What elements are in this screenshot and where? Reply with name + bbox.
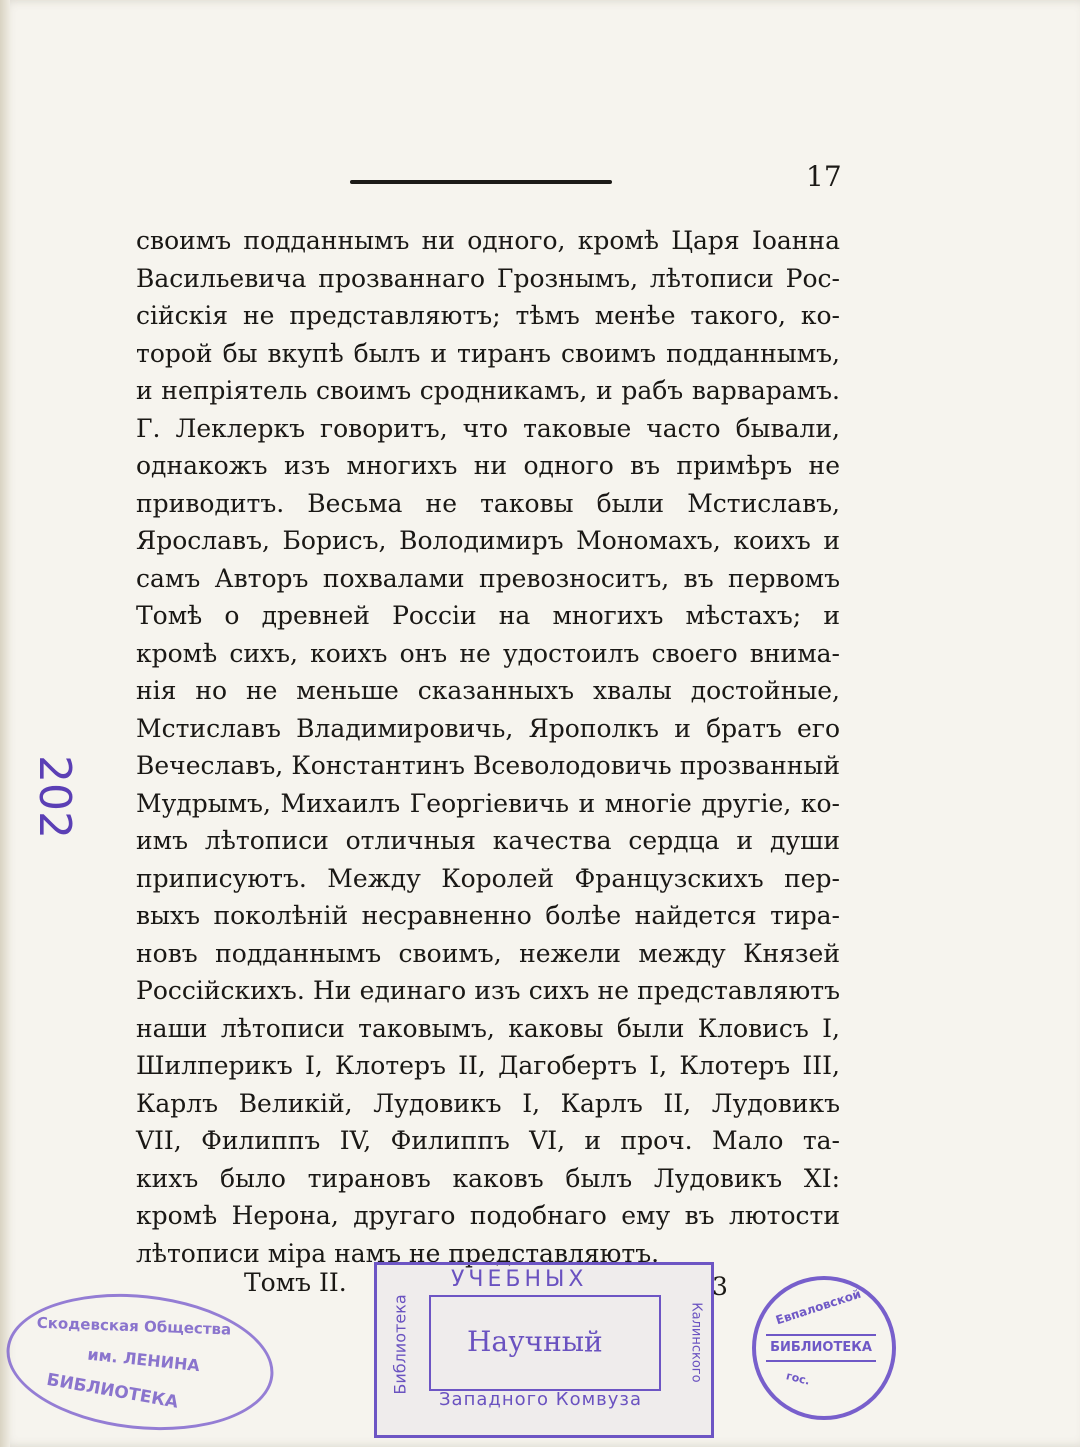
text-line: лѣтописи міра намъ не представляютъ.: [136, 1238, 660, 1268]
text-line: Вечеславъ, Константинъ Всеволодовичь прозванный: [136, 751, 840, 780]
stamp-text: БИБЛИОТЕКА: [45, 1369, 180, 1413]
text-line: однакожъ изъ многихъ ни одного въ примѣръ не: [136, 451, 840, 480]
text-line: Г. Леклеркъ говоритъ, что таковые часто бывали,: [136, 413, 840, 443]
signature-mark: Томъ II.: [244, 1268, 347, 1297]
text-line: Мудрымъ, Михаилъ Георгіевичь и многіе другіе, ко-: [136, 788, 840, 818]
text-line: кромѣ Нерона, другаго подобнаго ему въ лютости: [136, 1201, 840, 1230]
text-line: нія но не меньше сказанныхъ хвалы достойные,: [136, 676, 840, 705]
library-stamp-round: [752, 1276, 896, 1420]
body-text: [136, 222, 840, 1272]
handwritten-margin-note: 202: [29, 755, 80, 839]
text-line: кромѣ сихъ, коихъ онъ не удостоилъ своего внима-: [136, 638, 840, 668]
stamp-text: Скодевская Общества: [36, 1313, 232, 1339]
text-line: новъ подданнымъ своимъ, нежели между Князей: [136, 938, 840, 968]
stamp-text: БИБЛИОТЕКА: [766, 1334, 876, 1362]
text-line: приводитъ. Весьма не таковы были Мстиславъ,: [136, 488, 840, 518]
text-line: и непріятель своимъ сродникамъ, и рабъ варварамъ.: [136, 376, 840, 405]
stamp-text: Научный: [467, 1325, 603, 1358]
text-line: приписуютъ. Между Королей Французскихъ пер-: [136, 863, 840, 893]
page-number: 17: [806, 160, 842, 193]
text-line: Россійскихъ. Ни единаго изъ сихъ не представляютъ: [136, 976, 840, 1005]
stamp-text: им. ЛЕНИНА: [86, 1344, 201, 1376]
text-line: Карлъ Великій, Лудовикъ I, Карлъ II, Лудовикъ: [136, 1088, 840, 1118]
text-line: Томѣ о древней Россіи на многихъ мѣстахъ; и: [136, 601, 840, 630]
text-line: самъ Авторъ похвалами превозноситъ, въ первомъ: [136, 563, 840, 593]
stamp-text: гос.: [784, 1369, 812, 1388]
text-line: выхъ поколѣній несравненно болѣе найдется тира-: [136, 901, 840, 930]
stamp-text: Евпаловской: [774, 1286, 863, 1328]
text-line: Ярославъ, Борисъ, Володимиръ Мономахъ, коихъ и: [136, 526, 840, 555]
text-line: кихъ было тирановъ каковъ былъ Лудовикъ XI:: [136, 1163, 840, 1193]
text-line: наши лѣтописи таковымъ, каковы были Кловисъ I,: [136, 1013, 840, 1043]
library-stamp-oval: [0, 1281, 280, 1442]
library-stamp-rect: [374, 1262, 714, 1438]
stamp-text: УЧЕБНЫХ: [451, 1267, 588, 1292]
text-line: торой бы вкупѣ былъ и тиранъ своимъ подданнымъ,: [136, 338, 840, 368]
text-line: сійскія не представляютъ; тѣмъ менѣе такого, ко-: [136, 301, 840, 330]
text-line: VII, Филиппъ IV, Филиппъ VI, и проч. Мало та-: [136, 1126, 840, 1155]
stamp-text: Библиотека: [390, 1294, 410, 1395]
header-rule: [350, 180, 612, 184]
text-line: Васильевича прозваннаго Грознымъ, лѣтописи Рос-: [136, 263, 840, 293]
signature-number: 3: [712, 1272, 728, 1301]
stamp-text: Западного Комвуза: [439, 1389, 643, 1410]
page-gutter: [0, 0, 10, 1447]
text-line: своимъ подданнымъ ни одного, кромѣ Царя Іоанна: [136, 226, 840, 255]
text-line: Шилперикъ I, Клотеръ II, Дагобертъ I, Клотеръ III,: [136, 1051, 840, 1080]
stamp-text: Калинского: [688, 1302, 704, 1383]
text-line: Мстиславъ Владимировичь, Ярополкъ и братъ его: [136, 713, 840, 743]
text-line: имъ лѣтописи отличныя качества сердца и души: [136, 826, 840, 855]
